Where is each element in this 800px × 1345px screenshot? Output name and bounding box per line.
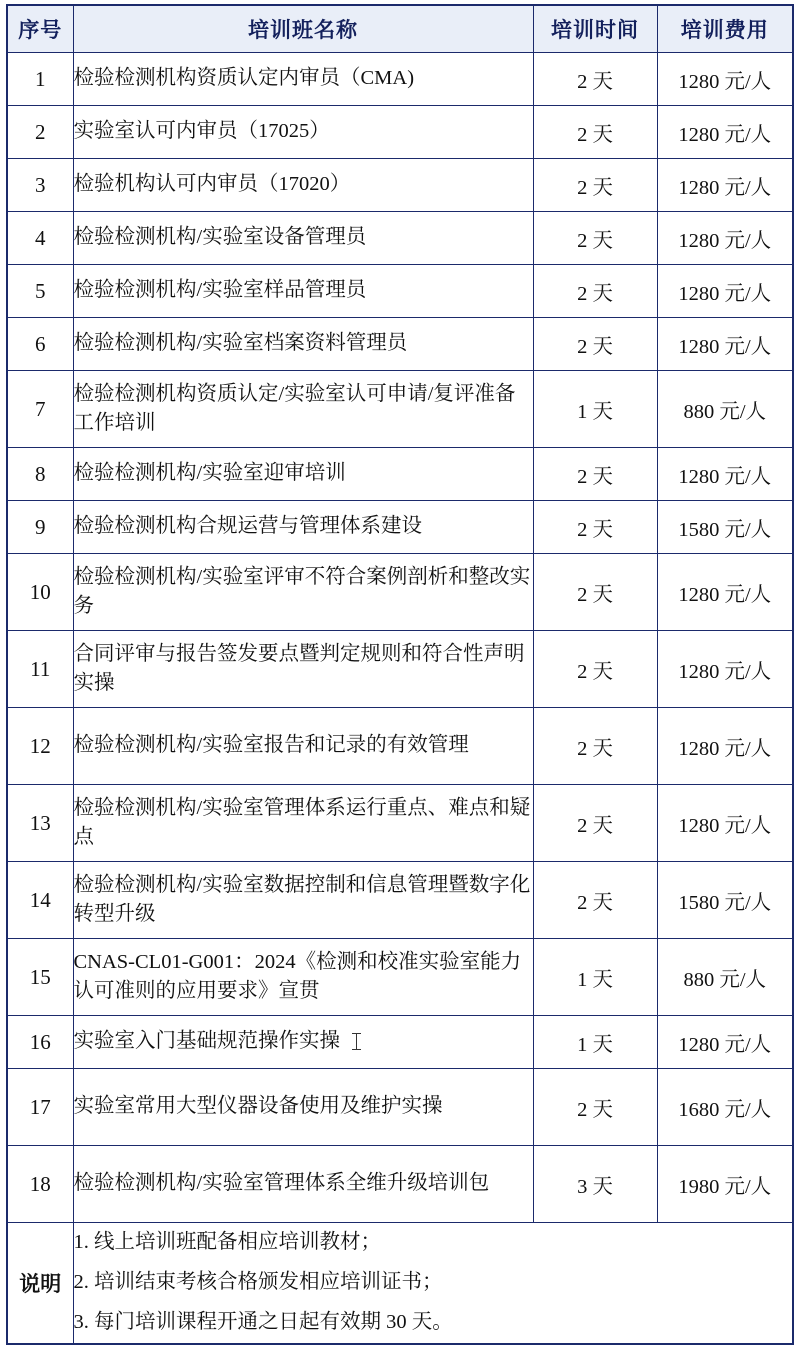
cell-course-name: CNAS-CL01-G001：2024《检测和校准实验室能力认可准则的应用要求》宣贯 [73,939,533,1016]
cell-no: 4 [7,212,73,265]
note-line: 1. 线上培训班配备相应培训教材； [73,1231,381,1253]
cell-course-name: 检验检测机构合规运营与管理体系建设 [73,501,533,554]
cell-fee: 880 元/人 [657,939,793,1016]
cell-no: 7 [7,371,73,448]
cell-no: 13 [7,785,73,862]
cell-duration: 2 天 [533,785,657,862]
note-row [7,1223,793,1344]
table-row [7,448,793,501]
table-header [7,5,793,53]
table-row [7,318,793,371]
cell-no: 6 [7,318,73,371]
table-row [7,501,793,554]
cell-fee: 1280 元/人 [657,212,793,265]
cell-no: 18 [7,1146,73,1223]
cell-course-name: 检验检测机构/实验室样品管理员 [73,265,533,318]
cell-no: 2 [7,106,73,159]
table-row [7,212,793,265]
cell-duration: 2 天 [533,1069,657,1146]
cell-course-name: 检验检测机构/实验室评审不符合案例剖析和整改实务 [73,554,533,631]
cell-course-name: 检验检测机构资质认定内审员（CMA) [73,53,533,106]
course-name-text: 实验室入门基础规范操作实操 [73,1030,340,1053]
cell-no: 16 [7,1016,73,1069]
cell-fee: 1280 元/人 [657,554,793,631]
cell-duration: 2 天 [533,448,657,501]
cell-fee: 1280 元/人 [657,53,793,106]
cell-duration: 2 天 [533,708,657,785]
cell-no: 1 [7,53,73,106]
cell-duration: 2 天 [533,501,657,554]
table-row [7,1069,793,1146]
cell-duration: 3 天 [533,1146,657,1223]
cell-course-name: 合同评审与报告签发要点暨判定规则和符合性声明实操 [73,631,533,708]
note-line: 3. 每门培训课程开通之日起有效期 30 天。 [73,1310,453,1333]
cell-no: 3 [7,159,73,212]
cell-course-name: 检验检测机构/实验室设备管理员 [73,212,533,265]
cell-duration: 1 天 [533,371,657,448]
cell-fee: 1280 元/人 [657,318,793,371]
cell-fee: 1280 元/人 [657,159,793,212]
training-course-table [6,4,794,1345]
cell-fee: 1280 元/人 [657,1016,793,1069]
table-header-row [7,5,793,53]
cell-course-name [73,1016,533,1069]
cell-duration: 2 天 [533,212,657,265]
note-label: 说明 [7,1223,73,1344]
cell-duration: 2 天 [533,106,657,159]
cell-course-name: 检验检测机构资质认定/实验室认可申请/复评准备工作培训 [73,371,533,448]
note-body [73,1223,793,1344]
cell-course-name: 检验检测机构/实验室数据控制和信息管理暨数字化转型升级 [73,862,533,939]
cell-no: 12 [7,708,73,785]
table-row [7,106,793,159]
column-header-course-name: 培训班名称 [73,5,533,53]
cell-duration: 1 天 [533,939,657,1016]
cell-no: 11 [7,631,73,708]
table-row [7,939,793,1016]
cell-no: 5 [7,265,73,318]
cell-no: 9 [7,501,73,554]
cell-course-name: 实验室认可内审员（17025） [73,106,533,159]
cell-no: 14 [7,862,73,939]
cell-fee: 1680 元/人 [657,1069,793,1146]
table-row [7,1016,793,1069]
cell-fee: 880 元/人 [657,371,793,448]
table-row [7,708,793,785]
cell-duration: 2 天 [533,631,657,708]
cell-fee: 1280 元/人 [657,265,793,318]
cell-duration: 2 天 [533,53,657,106]
cell-fee: 1280 元/人 [657,708,793,785]
column-header-duration: 培训时间 [533,5,657,53]
table-row [7,265,793,318]
table-row [7,631,793,708]
cell-fee: 1580 元/人 [657,501,793,554]
cell-duration: 2 天 [533,159,657,212]
table-row [7,371,793,448]
cell-duration: 2 天 [533,554,657,631]
cell-fee: 1980 元/人 [657,1146,793,1223]
table-body [7,53,793,1344]
column-header-fee: 培训费用 [657,5,793,53]
cell-no: 17 [7,1069,73,1146]
cell-course-name: 检验机构认可内审员（17020） [73,159,533,212]
cell-course-name: 检验检测机构/实验室管理体系全维升级培训包 [73,1146,533,1223]
text-cursor-icon [356,1033,357,1050]
cell-duration: 2 天 [533,265,657,318]
table-row [7,862,793,939]
cell-duration: 2 天 [533,318,657,371]
table-row [7,159,793,212]
cell-course-name: 检验检测机构/实验室管理体系运行重点、难点和疑点 [73,785,533,862]
cell-fee: 1280 元/人 [657,448,793,501]
cell-course-name: 检验检测机构/实验室档案资料管理员 [73,318,533,371]
cell-fee: 1280 元/人 [657,785,793,862]
cell-no: 8 [7,448,73,501]
cell-duration: 2 天 [533,862,657,939]
table-row [7,785,793,862]
cell-fee: 1280 元/人 [657,106,793,159]
cell-no: 15 [7,939,73,1016]
cell-no: 10 [7,554,73,631]
table-row [7,554,793,631]
cell-course-name: 实验室常用大型仪器设备使用及维护实操 [73,1069,533,1146]
cell-duration: 1 天 [533,1016,657,1069]
cell-course-name: 检验检测机构/实验室迎审培训 [73,448,533,501]
column-header-no: 序号 [7,5,73,53]
cell-fee: 1580 元/人 [657,862,793,939]
table-row [7,1146,793,1223]
table-row [7,53,793,106]
cell-course-name: 检验检测机构/实验室报告和记录的有效管理 [73,708,533,785]
cell-fee: 1280 元/人 [657,631,793,708]
note-line: 2. 培训结束考核合格颁发相应培训证书； [73,1270,443,1293]
